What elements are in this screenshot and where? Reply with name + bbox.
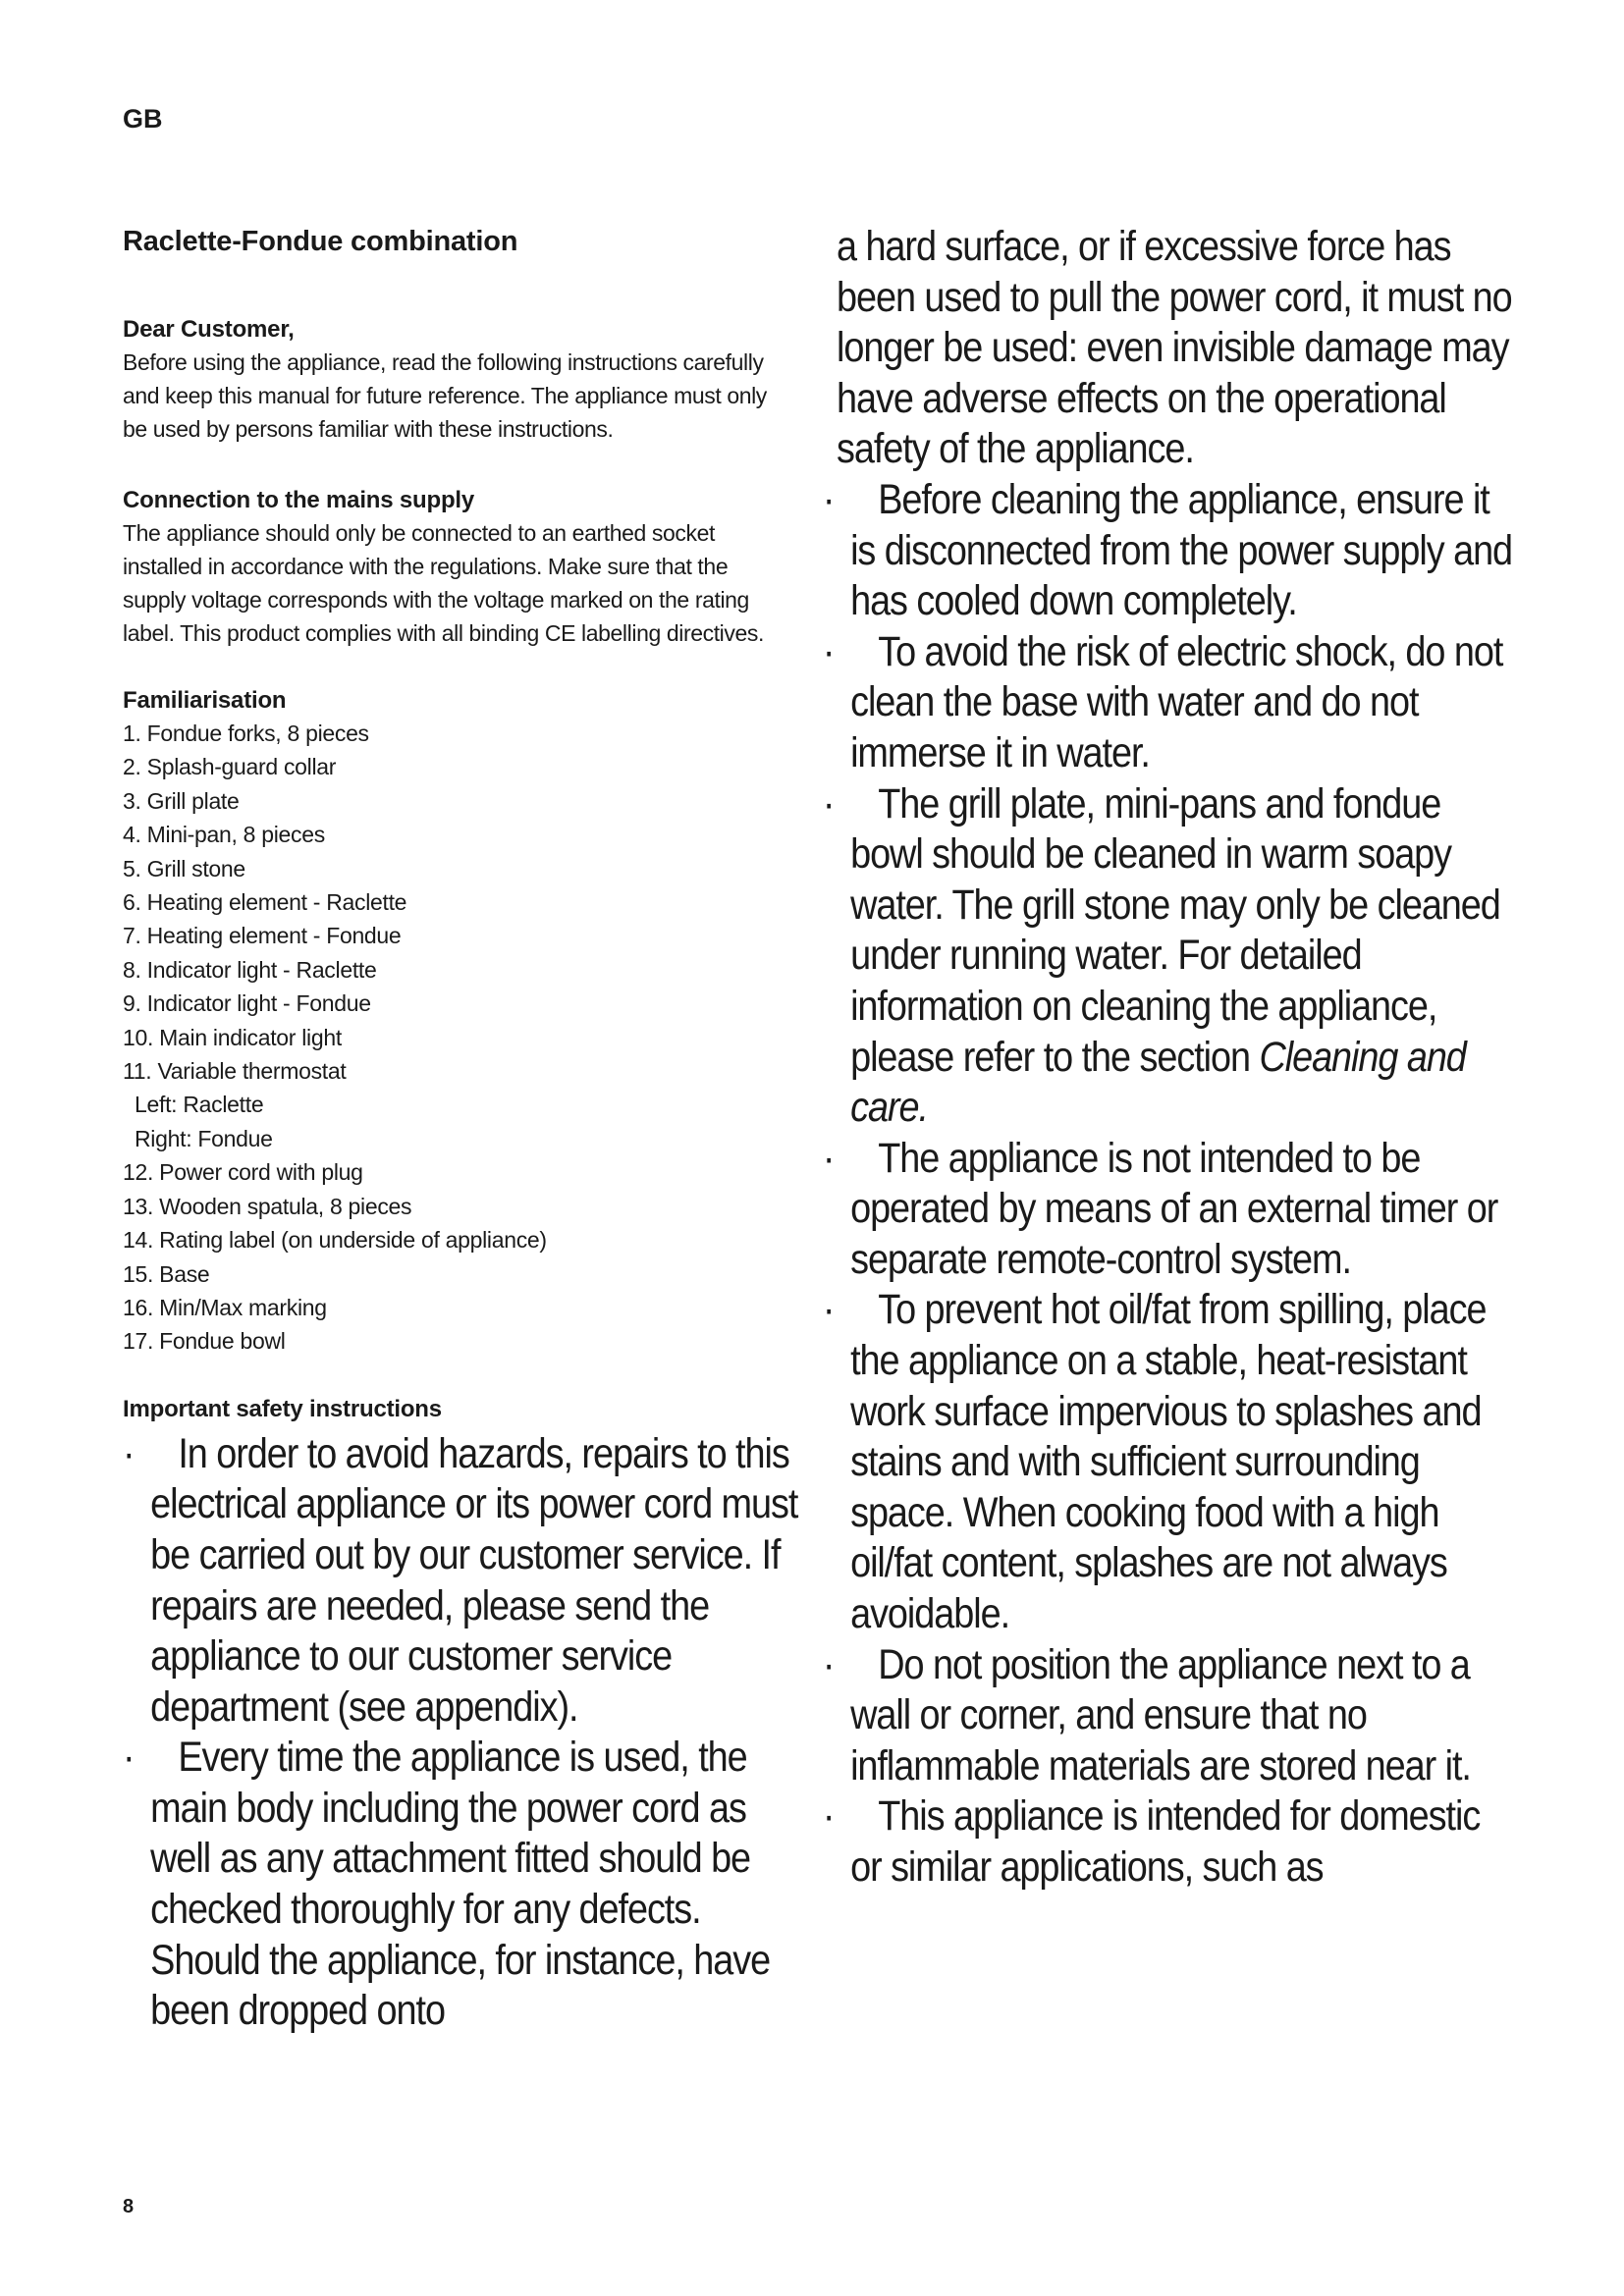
list-item: 1. Fondue forks, 8 pieces (123, 721, 369, 746)
list-item: 11. Variable thermostat (123, 1058, 347, 1085)
bullet-icon: · (822, 1640, 835, 1688)
safety-item-text: Before cleaning the appliance, ensure it is disconnected from the power supply and has cooled down completely. (850, 475, 1513, 625)
list-item: 3. Grill plate (123, 787, 240, 814)
list-item: Left: Raclette (135, 1092, 264, 1118)
bullet-icon: · (822, 1134, 835, 1182)
bullet-icon: · (822, 475, 835, 523)
list-item: 5. Grill stone (123, 855, 245, 881)
list-item: 15. Base (123, 1260, 210, 1287)
connection-section (123, 485, 790, 650)
greeting-heading: Dear Customer, (123, 316, 295, 343)
list-item: 10. Main indicator light (123, 1024, 342, 1050)
intro-section (123, 314, 790, 446)
safety-item-text: To prevent hot oil/fat from spilling, place the appliance on a stable, heat-resistant work surface impervious to splashes and stains and with sufficient surrounding space. When cooking food with a high oil/fat content, splashes are not always avoidable. (850, 1286, 1487, 1638)
list-item (822, 779, 1520, 1134)
list-item: 2. Splash-guard collar (123, 754, 337, 780)
safety-item-text: The appliance is not intended to be operated by means of an external timer or separate remote-control system. (850, 1134, 1498, 1283)
list-item: 9. Indicator light - Fondue (123, 990, 371, 1017)
intro-text: Before using the appliance, read the following instructions carefully and keep this manual for future reference. The appliance must only be used by persons familiar with these instructions. (123, 349, 767, 442)
list-item: Right: Fondue (135, 1125, 273, 1151)
list-item: 6. Heating element - Raclette (123, 889, 407, 916)
list-item: 8. Indicator light - Raclette (123, 956, 377, 983)
list-item: 13. Wooden spatula, 8 pieces (123, 1193, 412, 1219)
list-item (123, 1733, 800, 2037)
parts-list (123, 717, 790, 1359)
safety-heading: Important safety instructions (123, 1395, 442, 1422)
familiarisation-heading: Familiarisation (123, 687, 287, 714)
page-number: 8 (123, 2196, 135, 2217)
list-item: 14. Rating label (on underside of appliance) (123, 1227, 547, 1254)
list-item (822, 1285, 1520, 1639)
bullet-icon: · (123, 1734, 135, 1782)
safety-item-text: This appliance is intended for domestic or similar applications, such as (850, 1792, 1481, 1891)
list-item: 7. Heating element - Fondue (123, 923, 402, 949)
safety-item-text: The grill plate, mini-pans and fondue bowl should be cleaned in warm soapy water. The grill stone may only be cleaned under running water. For detailed information on cleaning the appliance, please refer to the section (850, 779, 1500, 1081)
familiarisation-section (123, 685, 790, 1359)
language-code: GB (123, 104, 163, 133)
list-item: 4. Mini-pan, 8 pieces (123, 822, 325, 848)
list-item (822, 627, 1520, 779)
connection-heading: Connection to the mains supply (123, 487, 475, 513)
safety-list-left (123, 1429, 800, 2037)
safety-item-text: In order to avoid hazards, repairs to this electrical appliance or its power cord must be carried out by our customer service. If repairs are needed, please send the appliance to our customer service department (see appendix). (150, 1429, 798, 1731)
safety-item-text: Do not position the appliance next to a wall or corner, and ensure that no inflammable materials are stored near it. (850, 1640, 1471, 1789)
bullet-icon: · (822, 779, 835, 828)
safety-item-text: Every time the appliance is used, the main body including the power cord as well as any attachment fitted should be checked thoroughly for any defects. Should the appliance, for instance, have been dropped onto (150, 1734, 771, 2035)
cleaning-section-reference: Cleaning and care. (850, 1033, 1466, 1132)
list-item (822, 1134, 1520, 1286)
bullet-icon: · (822, 627, 835, 675)
connection-text: The appliance should only be connected to an earthed socket installed in accordance with the regulations. Make sure that the supply voltage corresponds with the voltage marked on the rating label. This product complies with all binding CE labelling directives. (123, 520, 764, 646)
list-item (123, 1429, 800, 1734)
left-column (123, 222, 798, 2037)
safety-section (123, 1394, 798, 2037)
list-item: 17. Fondue bowl (123, 1328, 286, 1355)
document-title: Raclette-Fondue combination (123, 226, 518, 257)
continued-text: a hard surface, or if excessive force has been used to pull the power cord, it must no longer be used: even invisible damage may have adverse effects on the operational safety of the appliance. (837, 223, 1512, 473)
list-item: 16. Min/Max marking (123, 1294, 327, 1320)
list-item: 12. Power cord with plug (123, 1159, 363, 1186)
bullet-icon: · (822, 1792, 835, 1841)
list-item (822, 475, 1520, 627)
bullet-icon: · (822, 1286, 835, 1334)
safety-list-right (822, 222, 1520, 1894)
right-column (822, 222, 1524, 1894)
safety-item-text: To avoid the risk of electric shock, do not clean the base with water and do not immerse it in water. (850, 627, 1503, 776)
list-item (822, 1791, 1520, 1893)
bullet-icon: · (123, 1429, 135, 1477)
safety-list (822, 475, 1520, 1894)
list-item (822, 1640, 1520, 1792)
